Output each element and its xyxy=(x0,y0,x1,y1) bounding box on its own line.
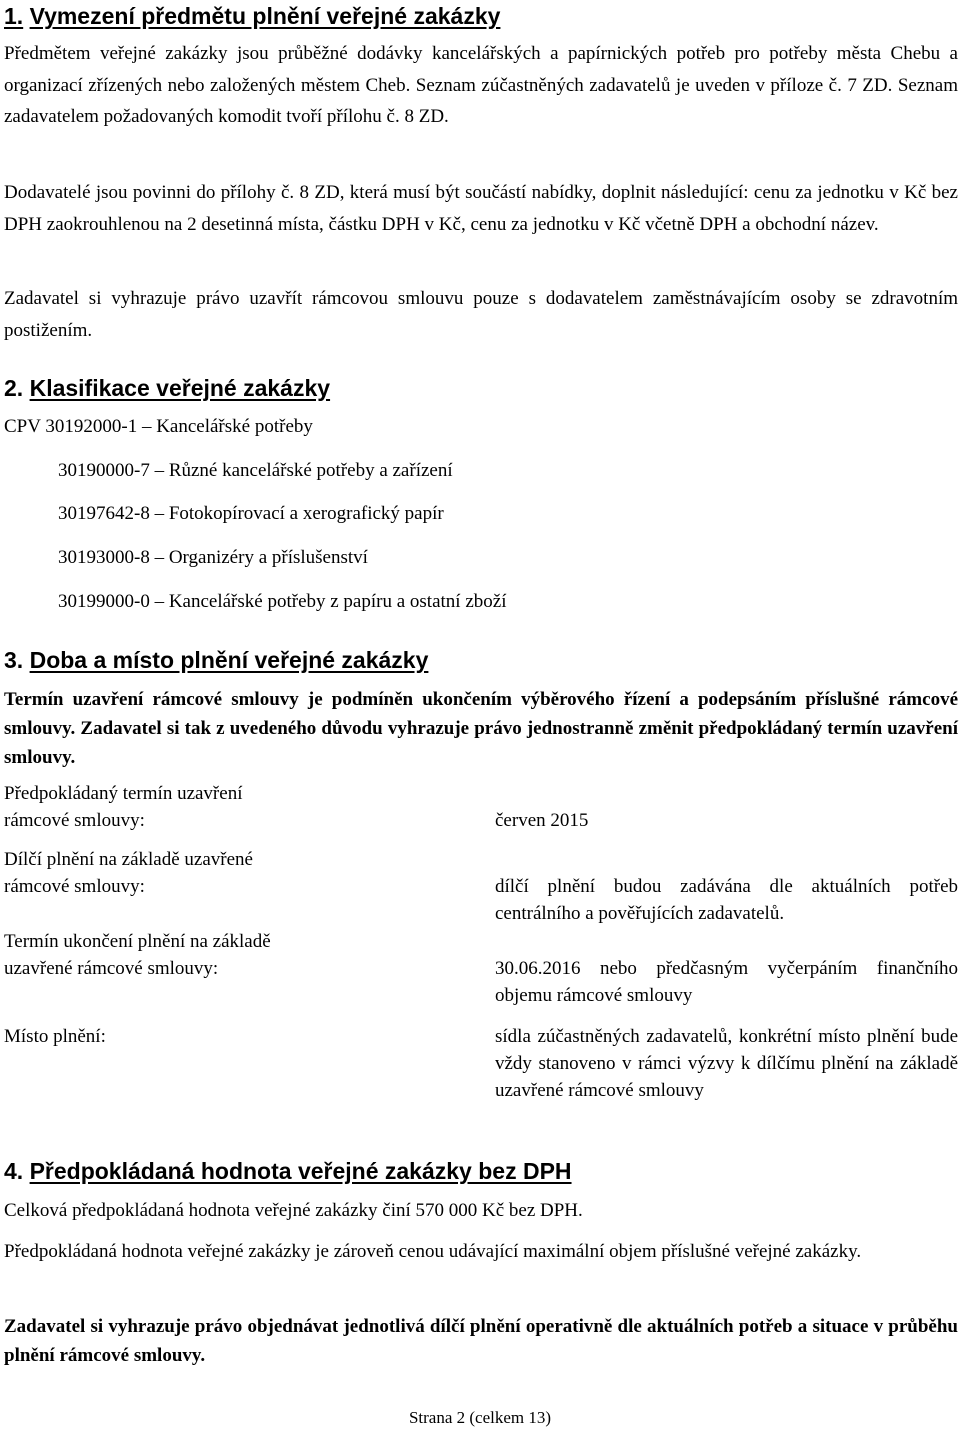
section-number: 4. xyxy=(4,1158,24,1184)
section-4-heading xyxy=(4,1157,572,1185)
info-label-line: Termín ukončení plnění na základě xyxy=(4,931,271,952)
section-4-bold-paragraph: Zadavatel si vyhrazuje právo objednávat jednotlivá dílčí plnění operativně dle aktuálních potřeb a situace v průběhu plnění rámcové smlouvy. xyxy=(4,1316,958,1366)
info-value: dílčí plnění budou zadávána dle aktuálních potřeb centrálního a pověřujících zadavatelů. xyxy=(495,876,958,924)
info-value: sídla zúčastněných zadavatelů, konkrétní místo plnění bude vždy stanoveno v rámci výzvy k dílčímu plnění na základě uzavřené rámcové smlouvy xyxy=(495,1026,958,1101)
info-label-line: Předpokládaný termín uzavření xyxy=(4,783,243,804)
section-3-bold-paragraph: Termín uzavření rámcové smlouvy je podmíněn ukončením výběrového řízení a podepsáním příslušné rámcové smlouvy. Zadavatel si tak z uvedeného důvodu vyhrazuje právo jednostranně změnit předpokládaný termín uzavření smlouvy. xyxy=(4,689,958,768)
section-number: 3. xyxy=(4,647,24,673)
section-3-heading xyxy=(4,646,428,674)
section-1-paragraph-1: Předmětem veřejné zakázky jsou průběžné dodávky kancelářských a papírnických potřeb pro potřeby města Chebu a organizací zřízených nebo založených městem Cheb. Seznam zúčastněných zadavatelů je uveden v příloze č. 7 ZD. Seznam zadavatelem požadovaných komodit tvoří přílohu č. 8 ZD. xyxy=(4,43,958,127)
cpv-item: 30190000-7 – Různé kancelářské potřeby a zařízení xyxy=(58,460,453,481)
info-label-line: rámcové smlouvy: xyxy=(4,876,145,897)
info-row-partial-performance xyxy=(4,846,958,924)
info-label-line: uzavřené rámcové smlouvy: xyxy=(4,958,219,979)
section-number: 1. xyxy=(4,3,24,29)
info-value: červen 2015 xyxy=(495,810,589,831)
section-number: 2. xyxy=(4,375,24,401)
section-title: Předpokládaná hodnota veřejné zakázky bez DPH xyxy=(29,1158,572,1184)
section-1-paragraph-3: Zadavatel si vyhrazuje právo uzavřít rámcovou smlouvu pouze s dodavatelem zaměstnávajícím osoby se zdravotním postižením. xyxy=(4,288,958,341)
section-2-heading xyxy=(4,374,330,402)
cpv-item: 30197642-8 – Fotokopírovací a xerografický papír xyxy=(58,503,444,524)
info-row-place xyxy=(4,1023,958,1101)
info-label-line: Dílčí plnění na základě uzavřené xyxy=(4,849,253,870)
info-row-start-date xyxy=(4,780,958,834)
info-label-line: Místo plnění: xyxy=(4,1026,106,1047)
info-row-end-date xyxy=(4,928,958,1006)
section-4-paragraph-2: Předpokládaná hodnota veřejné zakázky je zároveň cenou udávající maximální objem příslušné veřejné zakázky. xyxy=(4,1241,862,1262)
section-title: Doba a místo plnění veřejné zakázky xyxy=(29,647,429,673)
info-value: 30.06.2016 nebo předčasným vyčerpáním finančního objemu rámcové smlouvy xyxy=(495,958,958,1006)
section-title: Vymezení předmětu plnění veřejné zakázky xyxy=(29,3,501,29)
cpv-main-code: CPV 30192000-1 – Kancelářské potřeby xyxy=(4,416,313,437)
section-title: Klasifikace veřejné zakázky xyxy=(29,375,331,401)
section-1-paragraph-2: Dodavatelé jsou povinni do přílohy č. 8 ZD, která musí být součástí nabídky, doplnit následující: cenu za jednotku v Kč bez DPH zaokrouhlenou na 2 desetinná místa, částku DPH v Kč, cenu za jednotku v Kč včetně DPH a obchodní název. xyxy=(4,182,958,235)
cpv-item: 30193000-8 – Organizéry a příslušenství xyxy=(58,547,368,568)
page-footer: Strana 2 (celkem 13) xyxy=(408,1408,552,1427)
info-label-line: rámcové smlouvy: xyxy=(4,810,145,831)
section-4-paragraph-1: Celková předpokládaná hodnota veřejné zakázky činí 570 000 Kč bez DPH. xyxy=(4,1200,583,1221)
cpv-item: 30199000-0 – Kancelářské potřeby z papíru a ostatní zboží xyxy=(58,591,507,612)
section-1-heading xyxy=(4,2,500,30)
